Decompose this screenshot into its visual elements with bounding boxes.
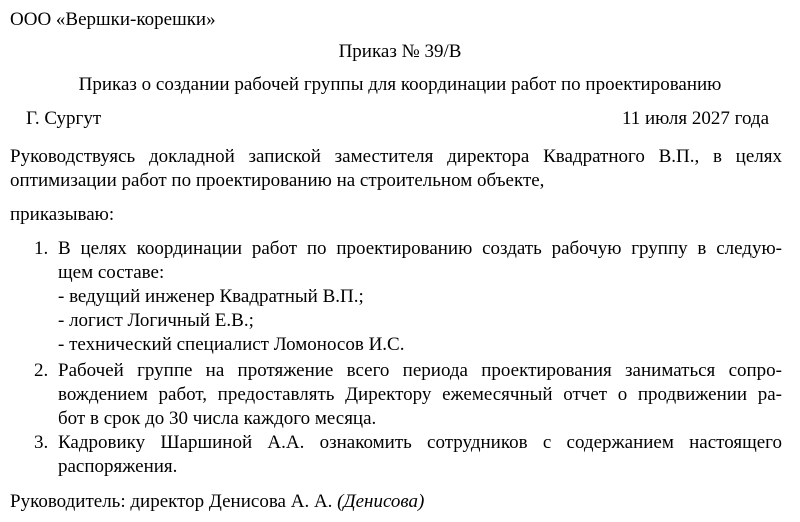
item-number: 3. — [34, 432, 49, 453]
company-name: ООО «Вершки-корешки» — [10, 9, 216, 30]
order-number: Приказ № 39/В — [338, 41, 462, 62]
member-list-item: - ведущий инженер Квадратный В.П.; — [58, 286, 364, 307]
signature: (Денисова) — [337, 491, 425, 512]
item-text-line: Рабочей группе на протяжение всего периода проектирования заниматься сопро- — [58, 360, 782, 381]
item-text-line: щем составе: — [58, 262, 165, 283]
item-number: 2. — [34, 360, 49, 381]
item-text-line: бот в срок до 30 числа каждого месяца. — [58, 408, 377, 429]
order-city: Г. Сургут — [26, 108, 102, 129]
member-list-item: - технический специалист Ломоносов И.С. — [58, 334, 405, 355]
item-text-line: распоряжения. — [58, 456, 178, 477]
item-text-line: В целях координации работ по проектированию создать рабочую группу в следую- — [58, 238, 782, 259]
directive-word: приказываю: — [10, 204, 115, 225]
order-date: 11 июля 2027 года — [621, 108, 769, 129]
item-text-line: вождением работ, предоставлять Директору ежемесячный отчет о продвижении ра- — [58, 384, 782, 405]
preamble-line: оптимизации работ по проектированию на строительном объекте, — [10, 170, 545, 191]
item-number: 1. — [34, 238, 49, 259]
item-text-line: Кадровику Шаршиной А.А. ознакомить сотрудников с содержанием настоящего — [58, 432, 782, 453]
signature-line — [10, 490, 424, 514]
preamble-line: Руководствуясь докладной запиской заместителя директора Квадратного В.П., в целях — [10, 146, 782, 167]
member-list-item: - логист Логичный Е.В.; — [58, 310, 254, 331]
signatory: Руководитель: директор Денисова А. А. — [10, 491, 333, 512]
order-subject: Приказ о создании рабочей группы для координации работ по проектированию — [78, 74, 722, 95]
